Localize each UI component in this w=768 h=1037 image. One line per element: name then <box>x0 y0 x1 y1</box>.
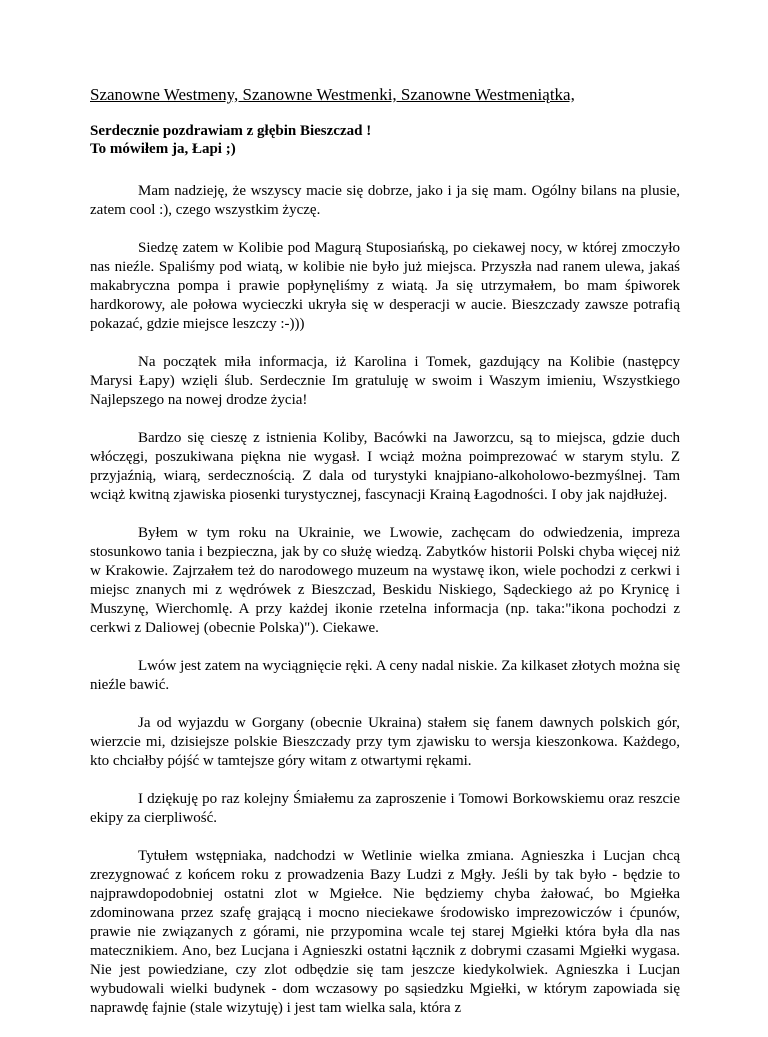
paragraph: Lwów jest zatem na wyciągnięcie ręki. A ceny nadal niskie. Za kilkaset złotych można się nieźle bawić. <box>90 658 680 693</box>
paragraph: Siedzę zatem w Kolibie pod Magurą Stuposiańską, po ciekawej nocy, w której zmoczyło nas nieźle. Spaliśmy pod wiatą, w kolibie nie było już miejsca. Przyszła nad ranem ulewa, jakaś makabryczna pompa i prawie popłynęliśmy z wiatą. Ja się utrzymałem, bo mam śpiworek hardkorowy, ale połowa wycieczki ukryła się w desperacji w aucie. Bieszczady zawsze potrafią pokazać, gdzie miejsce leszczy :-))) <box>90 240 680 332</box>
greeting-signature: To mówiłem ja, Łapi ;) <box>90 141 236 157</box>
paragraph: Bardzo się cieszę z istnienia Koliby, Bacówki na Jaworzcu, są to miejsca, gdzie duch włóczęgi, poszukiwana piękna nie wygasł. I wciąż można poimprezować w starym stylu. Z przyjaźnią, wiarą, serdecznością. Z dala od turystyki knajpiano-alkoholowo-bezmyślnej. Tam wciąż kwitną zjawiska piosenki turystycznej, fascynacji Krainą Łagodności. I oby jak najdłużej. <box>90 430 680 503</box>
paragraph: Na początek miła informacja, iż Karolina i Tomek, gazdujący na Kolibie (następcy Marysi Łapy) wzięli ślub. Serdecznie Im gratuluję w swoim i Waszym imieniu, Wszystkiego Najlepszego na nowej drodze życia! <box>90 354 680 408</box>
document-body <box>90 182 680 1037</box>
greeting <box>90 122 730 158</box>
paragraph: Byłem w tym roku na Ukrainie, we Lwowie, zachęcam do odwiedzenia, impreza stosunkowo tania i bezpieczna, jak by co służę wiedzą. Zabytków historii Polski chyba więcej niż w Krakowie. Zajrzałem też do narodowego muzeum na wystawę ikon, wiele pochodzi z cerkwi i miejsc znanych mi z wędrówek z Bieszczad, Beskidu Niskiego, Sądeckiego aż po Krynicę i Muszynę, Wierchomlę. A przy każdej ikonie rzetelna informacja (np. taka:"ikona pochodzi z cerkwi z Daliowej (obecnie Polska)"). Ciekawe. <box>90 525 680 636</box>
paragraph: Tytułem wstępniaka, nadchodzi w Wetlinie wielka zmiana. Agnieszka i Lucjan chcą zrezygnować z końcem roku z prowadzenia Bazy Ludzi z Mgły. Jeśli by tak było - będzie to najprawdopodobniej ostatni zlot w Mgiełce. Nie będziemy chyba żałować, bo Mgiełka zdominowana przez szafę grającą i mocno nieciekawe środowisko imprezowiczów i ćpunów, prawie nie związanych z górami, nie przypomina wcale tej starej Mgiełki która była dla nas matecznikiem. Ano, bez Lucjana i Agnieszki ostatni łącznik z dobrymi czasami Mgiełki wygasa. Nie jest powiedziane, czy zlot odbędzie się tam jeszcze kiedykolwiek. Agnieszka i Lucjan wybudowali wielki budynek - dom wczasowy po sąsiedzku Mgiełki, w którym zapowiada się naprawdę fajnie (stale wizytuję) i jest tam wielka sala, która z <box>90 848 680 1016</box>
paragraph: I dziękuję po raz kolejny Śmiałemu za zaproszenie i Tomowi Borkowskiemu oraz reszcie ekipy za cierpliwość. <box>90 791 680 826</box>
document-title: Szanowne Westmeny, Szanowne Westmenki, Szanowne Westmeniątka, <box>90 85 575 104</box>
greeting-line: Serdecznie pozdrawiam z głębin Bieszczad ! <box>90 123 372 139</box>
paragraph: Mam nadzieję, że wszyscy macie się dobrze, jako i ja się mam. Ogólny bilans na plusie, zatem cool :), czego wszystkim życzę. <box>90 183 680 218</box>
paragraph: Ja od wyjazdu w Gorgany (obecnie Ukraina) stałem się fanem dawnych polskich gór, wierzcie mi, dzisiejsze polskie Bieszczady przy tym zjawisku to wersja kieszonkowa. Każdego, kto chciałby pójść w tamtejsze góry witam z otwartymi rękami. <box>90 715 680 769</box>
